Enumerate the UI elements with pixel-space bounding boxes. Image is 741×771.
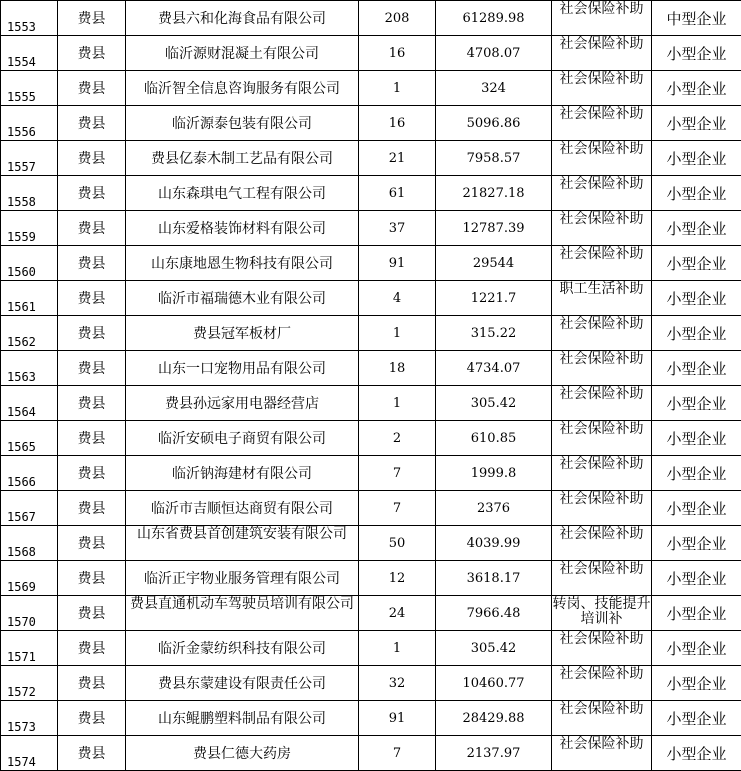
table-row [1, 316, 741, 351]
county-cell: 费县 [58, 176, 126, 211]
row-number: 1558 [1, 176, 58, 211]
table-row [1, 736, 741, 771]
county-cell: 费县 [58, 316, 126, 351]
subsidy-type-cell: 社会保险补助 [552, 526, 652, 561]
row-number: 1565 [1, 421, 58, 456]
employee-count-cell: 1 [359, 71, 436, 106]
company-name-cell: 临沂金蒙纺织科技有限公司 [126, 631, 359, 666]
row-number: 1562 [1, 316, 58, 351]
enterprise-scale-cell: 小型企业 [652, 631, 741, 666]
company-name-cell: 临沂市福瑞德木业有限公司 [126, 281, 359, 316]
subsidy-type-cell: 社会保险补助 [552, 71, 652, 106]
employee-count-cell: 21 [359, 141, 436, 176]
row-number: 1570 [1, 596, 58, 631]
employee-count-cell: 12 [359, 561, 436, 596]
table-row [1, 1, 741, 36]
county-cell: 费县 [58, 631, 126, 666]
employee-count-cell: 50 [359, 526, 436, 561]
subsidy-type-cell: 社会保险补助 [552, 106, 652, 141]
county-cell: 费县 [58, 211, 126, 246]
subsidy-type-cell: 职工生活补助 [552, 281, 652, 316]
enterprise-scale-cell: 小型企业 [652, 596, 741, 631]
employee-count-cell: 1 [359, 386, 436, 421]
county-cell: 费县 [58, 456, 126, 491]
enterprise-scale-cell: 小型企业 [652, 526, 741, 561]
subsidy-type-cell: 社会保险补助 [552, 141, 652, 176]
subsidy-type-cell: 社会保险补助 [552, 1, 652, 36]
county-cell: 费县 [58, 736, 126, 771]
employee-count-cell: 4 [359, 281, 436, 316]
table-body [1, 1, 741, 771]
amount-cell: 7966.48 [436, 596, 552, 631]
county-cell: 费县 [58, 351, 126, 386]
enterprise-scale-cell: 小型企业 [652, 281, 741, 316]
company-name-cell: 山东康地恩生物科技有限公司 [126, 246, 359, 281]
county-cell: 费县 [58, 141, 126, 176]
table-row [1, 141, 741, 176]
company-name-cell: 临沂智全信息咨询服务有限公司 [126, 71, 359, 106]
enterprise-scale-cell: 小型企业 [652, 561, 741, 596]
employee-count-cell: 16 [359, 106, 436, 141]
table-row [1, 666, 741, 701]
subsidy-type-cell: 社会保险补助 [552, 316, 652, 351]
subsidy-type-cell: 社会保险补助 [552, 246, 652, 281]
employee-count-cell: 91 [359, 246, 436, 281]
county-cell: 费县 [58, 1, 126, 36]
row-number: 1553 [1, 1, 58, 36]
enterprise-scale-cell: 小型企业 [652, 176, 741, 211]
enterprise-scale-cell: 小型企业 [652, 246, 741, 281]
row-number: 1563 [1, 351, 58, 386]
company-name-cell: 费县冠军板材厂 [126, 316, 359, 351]
amount-cell: 4708.07 [436, 36, 552, 71]
county-cell: 费县 [58, 281, 126, 316]
enterprise-scale-cell: 小型企业 [652, 211, 741, 246]
table-row [1, 106, 741, 141]
subsidy-type-cell: 转岗、技能提升培训补 [552, 596, 652, 631]
employee-count-cell: 7 [359, 736, 436, 771]
amount-cell: 4039.99 [436, 526, 552, 561]
amount-cell: 610.85 [436, 421, 552, 456]
company-name-cell: 费县仁德大药房 [126, 736, 359, 771]
subsidy-type-cell: 社会保险补助 [552, 631, 652, 666]
table-row [1, 211, 741, 246]
company-name-cell: 费县直通机动车驾驶员培训有限公司 [126, 596, 359, 631]
county-cell: 费县 [58, 71, 126, 106]
subsidy-type-cell: 社会保险补助 [552, 176, 652, 211]
enterprise-scale-cell: 小型企业 [652, 141, 741, 176]
county-cell: 费县 [58, 666, 126, 701]
table-row [1, 491, 741, 526]
employee-count-cell: 7 [359, 491, 436, 526]
amount-cell: 2137.97 [436, 736, 552, 771]
amount-cell: 10460.77 [436, 666, 552, 701]
employee-count-cell: 2 [359, 421, 436, 456]
employee-count-cell: 16 [359, 36, 436, 71]
amount-cell: 305.42 [436, 631, 552, 666]
subsidy-type-cell: 社会保险补助 [552, 351, 652, 386]
table-row [1, 246, 741, 281]
row-number: 1559 [1, 211, 58, 246]
county-cell: 费县 [58, 701, 126, 736]
enterprise-scale-cell: 小型企业 [652, 736, 741, 771]
amount-cell: 28429.88 [436, 701, 552, 736]
amount-cell: 324 [436, 71, 552, 106]
row-number: 1560 [1, 246, 58, 281]
amount-cell: 61289.98 [436, 1, 552, 36]
subsidy-type-cell: 社会保险补助 [552, 36, 652, 71]
amount-cell: 21827.18 [436, 176, 552, 211]
company-name-cell: 山东爱格装饰材料有限公司 [126, 211, 359, 246]
table-row [1, 526, 741, 561]
table-row [1, 701, 741, 736]
company-name-cell: 费县六和化海食品有限公司 [126, 1, 359, 36]
amount-cell: 2376 [436, 491, 552, 526]
table-row [1, 176, 741, 211]
amount-cell: 1221.7 [436, 281, 552, 316]
employee-count-cell: 18 [359, 351, 436, 386]
enterprise-scale-cell: 小型企业 [652, 36, 741, 71]
county-cell: 费县 [58, 421, 126, 456]
row-number: 1574 [1, 736, 58, 771]
enterprise-scale-cell: 小型企业 [652, 701, 741, 736]
company-name-cell: 费县亿泰木制工艺品有限公司 [126, 141, 359, 176]
county-cell: 费县 [58, 386, 126, 421]
table-row [1, 596, 741, 631]
company-name-cell: 临沂源财混凝土有限公司 [126, 36, 359, 71]
enterprise-scale-cell: 小型企业 [652, 666, 741, 701]
enterprise-scale-cell: 小型企业 [652, 421, 741, 456]
table-row [1, 561, 741, 596]
company-name-cell: 临沂钠海建材有限公司 [126, 456, 359, 491]
company-name-cell: 山东鲲鹏塑料制品有限公司 [126, 701, 359, 736]
county-cell: 费县 [58, 36, 126, 71]
table-row [1, 421, 741, 456]
row-number: 1554 [1, 36, 58, 71]
county-cell: 费县 [58, 596, 126, 631]
row-number: 1567 [1, 491, 58, 526]
employee-count-cell: 208 [359, 1, 436, 36]
enterprise-scale-cell: 小型企业 [652, 316, 741, 351]
employee-count-cell: 24 [359, 596, 436, 631]
subsidy-type-cell: 社会保险补助 [552, 211, 652, 246]
row-number: 1566 [1, 456, 58, 491]
subsidy-type-cell: 社会保险补助 [552, 736, 652, 771]
row-number: 1572 [1, 666, 58, 701]
company-name-cell: 临沂正宇物业服务管理有限公司 [126, 561, 359, 596]
employee-count-cell: 7 [359, 456, 436, 491]
employee-count-cell: 1 [359, 316, 436, 351]
table-row [1, 386, 741, 421]
subsidy-type-cell: 社会保险补助 [552, 491, 652, 526]
enterprise-scale-cell: 小型企业 [652, 71, 741, 106]
amount-cell: 29544 [436, 246, 552, 281]
row-number: 1573 [1, 701, 58, 736]
company-name-cell: 山东省费县首创建筑安装有限公司 [126, 526, 359, 561]
amount-cell: 3618.17 [436, 561, 552, 596]
enterprise-scale-cell: 小型企业 [652, 456, 741, 491]
table-row [1, 351, 741, 386]
enterprise-scale-cell: 小型企业 [652, 491, 741, 526]
subsidy-type-cell: 社会保险补助 [552, 561, 652, 596]
row-number: 1556 [1, 106, 58, 141]
county-cell: 费县 [58, 526, 126, 561]
enterprise-scale-cell: 小型企业 [652, 106, 741, 141]
row-number: 1564 [1, 386, 58, 421]
company-name-cell: 临沂源泰包装有限公司 [126, 106, 359, 141]
company-name-cell: 费县孙远家用电器经营店 [126, 386, 359, 421]
table-row [1, 456, 741, 491]
subsidy-type-cell: 社会保险补助 [552, 421, 652, 456]
table-row [1, 36, 741, 71]
company-name-cell: 费县东蒙建设有限责任公司 [126, 666, 359, 701]
subsidy-type-cell: 社会保险补助 [552, 701, 652, 736]
county-cell: 费县 [58, 561, 126, 596]
row-number: 1557 [1, 141, 58, 176]
row-number: 1568 [1, 526, 58, 561]
amount-cell: 315.22 [436, 316, 552, 351]
table-row [1, 281, 741, 316]
county-cell: 费县 [58, 246, 126, 281]
amount-cell: 4734.07 [436, 351, 552, 386]
employee-count-cell: 32 [359, 666, 436, 701]
row-number: 1561 [1, 281, 58, 316]
amount-cell: 1999.8 [436, 456, 552, 491]
subsidy-type-cell: 社会保险补助 [552, 666, 652, 701]
amount-cell: 305.42 [436, 386, 552, 421]
row-number: 1569 [1, 561, 58, 596]
amount-cell: 12787.39 [436, 211, 552, 246]
employee-count-cell: 61 [359, 176, 436, 211]
employee-count-cell: 1 [359, 631, 436, 666]
employee-count-cell: 37 [359, 211, 436, 246]
company-name-cell: 临沂市吉顺恒达商贸有限公司 [126, 491, 359, 526]
employee-count-cell: 91 [359, 701, 436, 736]
enterprise-scale-cell: 小型企业 [652, 351, 741, 386]
row-number: 1555 [1, 71, 58, 106]
row-number: 1571 [1, 631, 58, 666]
county-cell: 费县 [58, 106, 126, 141]
table-row [1, 631, 741, 666]
subsidy-type-cell: 社会保险补助 [552, 386, 652, 421]
enterprise-scale-cell: 中型企业 [652, 1, 741, 36]
enterprise-scale-cell: 小型企业 [652, 386, 741, 421]
subsidy-type-cell: 社会保险补助 [552, 456, 652, 491]
company-name-cell: 山东一口宠物用品有限公司 [126, 351, 359, 386]
amount-cell: 7958.57 [436, 141, 552, 176]
company-name-cell: 临沂安硕电子商贸有限公司 [126, 421, 359, 456]
company-name-cell: 山东森琪电气工程有限公司 [126, 176, 359, 211]
amount-cell: 5096.86 [436, 106, 552, 141]
county-cell: 费县 [58, 491, 126, 526]
table-row [1, 71, 741, 106]
